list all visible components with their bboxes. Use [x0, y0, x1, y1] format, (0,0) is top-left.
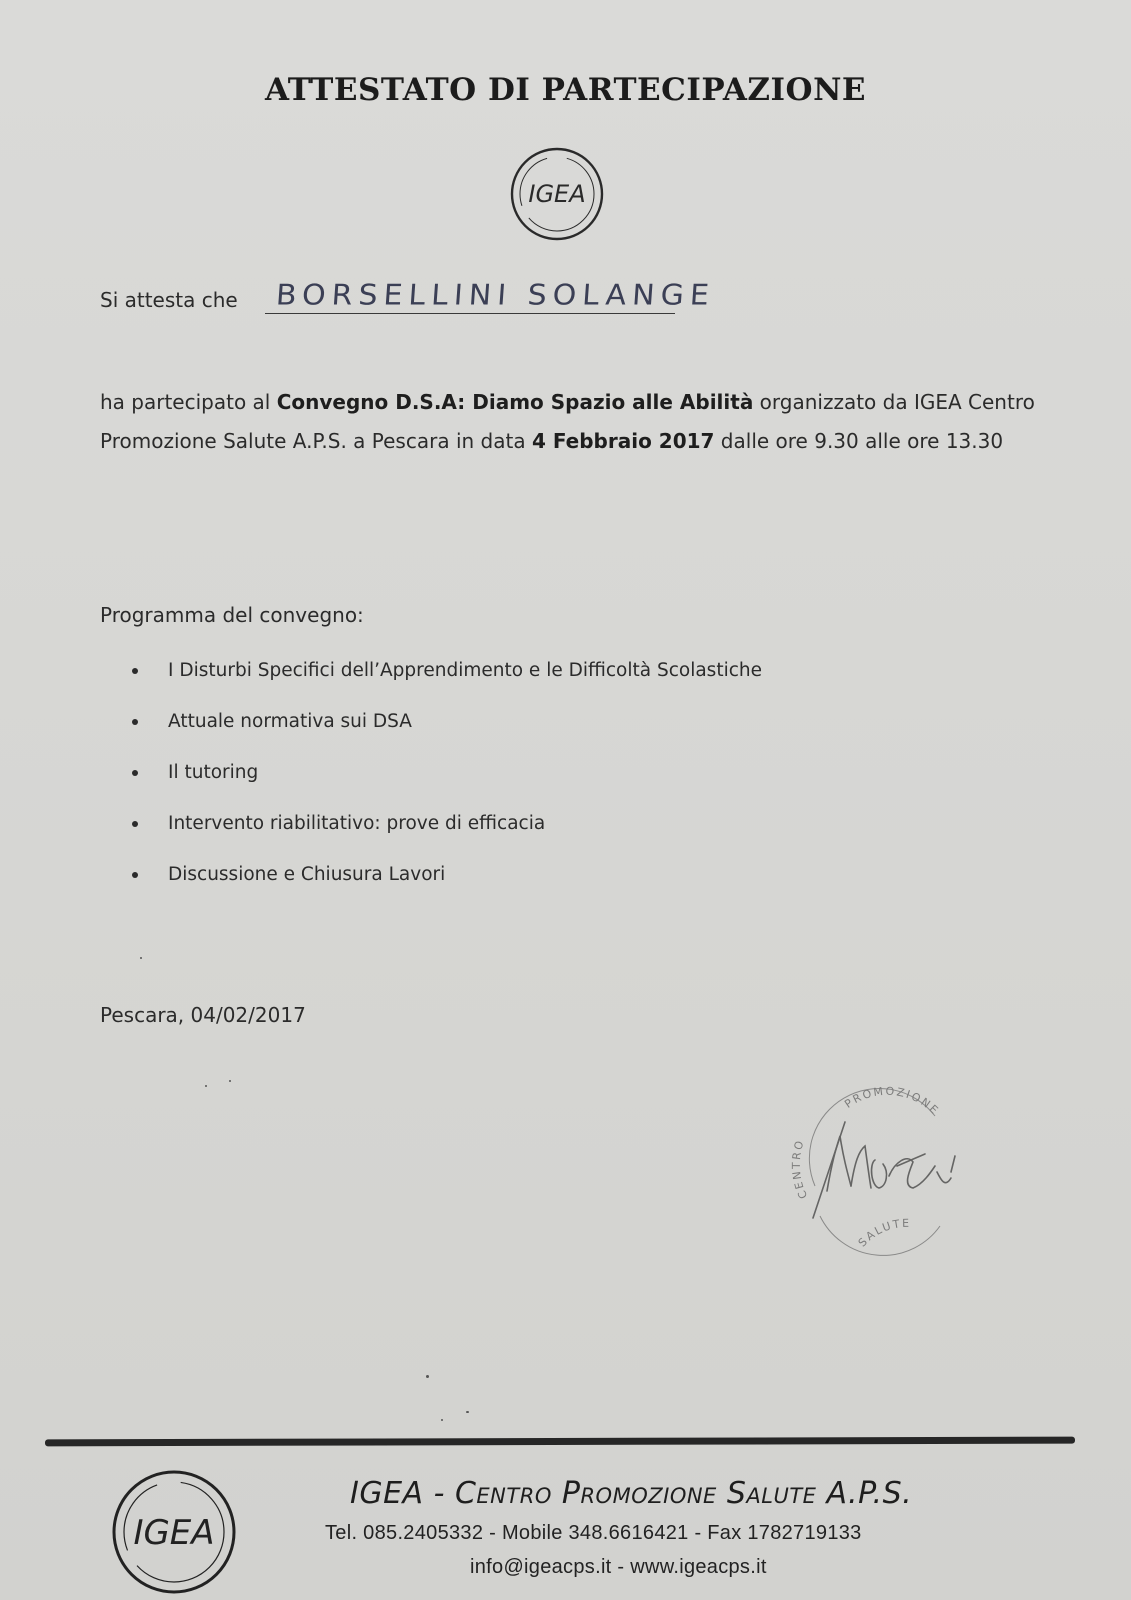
- signature-scribble: [813, 1122, 955, 1218]
- logo-top-text: IGEA: [528, 180, 586, 208]
- statement-part-3: dalle ore 9.30 alle ore 13.30: [714, 429, 1004, 453]
- footer-divider: [45, 1437, 1075, 1447]
- list-item-text: Intervento riabilitativo: prove di efficacia: [168, 813, 546, 834]
- paper-speck: [205, 1085, 207, 1087]
- list-item: [132, 660, 762, 711]
- stamp-left-text: CENTRO: [789, 1137, 811, 1201]
- statement-part-2: organizzato da IGEA Centro Promozione Salute A.P.S. a Pescara in data: [100, 390, 1035, 453]
- participant-name: BORSELLINI SOLANGE: [274, 278, 717, 313]
- paper-speck: [441, 1419, 443, 1421]
- bullet-icon: [132, 770, 138, 776]
- statement-part-1: ha partecipato al: [100, 390, 277, 414]
- stamp-bottom-text: SALUTE: [855, 1216, 912, 1250]
- list-item-text: Attuale normativa sui DSA: [168, 711, 412, 732]
- stamp-top-text: PROMOZIONE: [842, 1084, 942, 1118]
- attestation-label: Si attesta che: [100, 288, 238, 312]
- list-item: [132, 813, 762, 864]
- attendance-statement: [100, 383, 1040, 461]
- name-underline: [265, 313, 675, 314]
- event-name: Convegno D.S.A: Diamo Spazio alle Abilità: [276, 390, 754, 414]
- list-item-text: I Disturbi Specifici dell’Apprendimento e le Difficoltà Scolastiche: [168, 660, 762, 681]
- list-item: [132, 711, 762, 762]
- stamp-with-signature: [785, 1076, 975, 1266]
- paper-speck: [140, 957, 142, 959]
- igea-logo-bottom: [110, 1468, 238, 1596]
- footer-organization: IGEA - Centro Promozione Salute A.P.S.: [350, 1476, 913, 1511]
- paper-speck: [229, 1080, 231, 1082]
- place-date: Pescara, 04/02/2017: [100, 1003, 306, 1027]
- programma-title: Programma del convegno:: [100, 603, 364, 627]
- list-item-text: Discussione e Chiusura Lavori: [168, 864, 446, 885]
- event-date: 4 Febbraio 2017: [531, 429, 715, 453]
- bullet-icon: [132, 719, 138, 725]
- list-item: [132, 864, 762, 915]
- list-item: [132, 762, 762, 813]
- bullet-icon: [132, 872, 138, 878]
- programma-list: [132, 660, 762, 915]
- footer-web: info@igeacps.it - www.igeacps.it: [470, 1556, 767, 1578]
- bullet-icon: [132, 668, 138, 674]
- logo-bottom-text: IGEA: [133, 1513, 215, 1553]
- footer-contacts: Tel. 085.2405332 - Mobile 348.6616421 - Fax 1782719133: [325, 1522, 862, 1544]
- paper-speck: [466, 1411, 469, 1413]
- list-item-text: Il tutoring: [168, 762, 259, 783]
- bullet-icon: [132, 821, 138, 827]
- igea-logo-top: [509, 146, 605, 242]
- document-title: ATTESTATO DI PARTECIPAZIONE: [264, 72, 867, 108]
- paper-speck: [426, 1375, 429, 1378]
